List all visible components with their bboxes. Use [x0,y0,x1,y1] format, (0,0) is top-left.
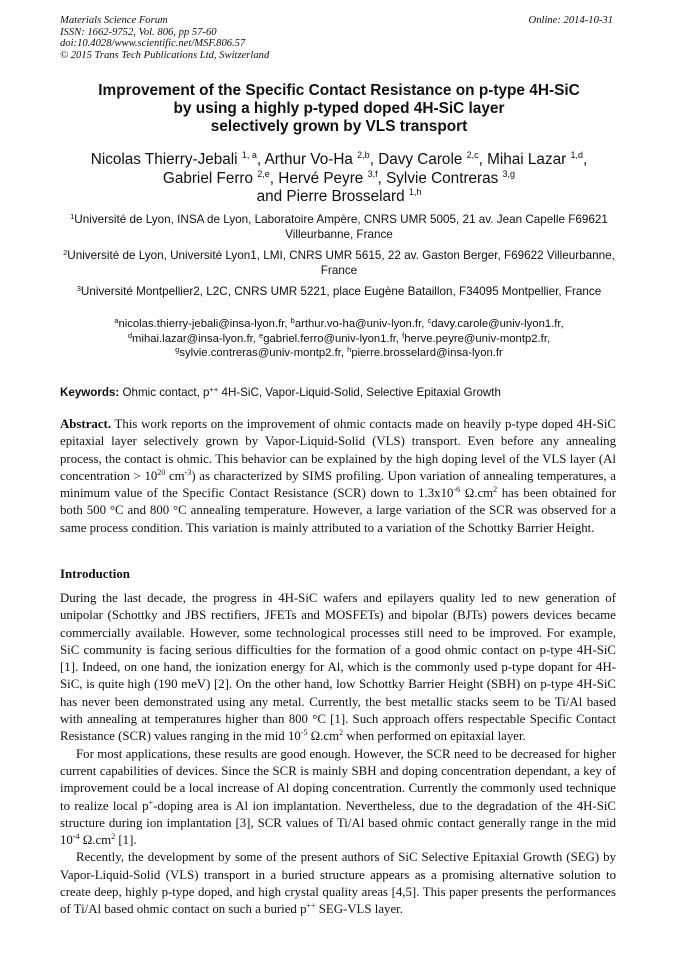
abstract-text: ) as characterized by SIMS profiling. Upon variation of annealing temperatures, a minimum value of the Specific Contact Resistance (SCR) down to 1.3x10 [60,468,617,501]
affiliation-text: Université de Lyon, INSA de Lyon, Laboratoire Ampère, CNRS UMR 5005, 21 av. Jean Capelle F69621 Villeurbanne, France [74,213,608,241]
abstract-text: Ω.cm [460,486,494,501]
section-body [60,590,616,919]
author-sup: 2,c [466,150,479,160]
author-list: Nicolas Thierry-Jebali $^{1, a}$, Arthur Vo-Ha $^{2,b}$, Davy Carole $^{2,c}$, Mihai Lazar $^{1,d}$, Gabriel Ferro $^{2,e}$, Hervé Peyre $^{3,f}$, Sylvie Contreras $^{3,g}$ and Pierre Brosselard $^{1,h}$ [90,150,588,206]
author-sup: 1,d [570,150,583,160]
affiliation-number: 1 [70,212,75,221]
email-link[interactable]: gabriel.ferro@univ-lyon1.fr, [263,332,400,345]
author-sup: 3,f [367,168,378,179]
email-link[interactable]: herve.peyre@univ-montp2.fr, [404,332,551,345]
abstract-text: cm [165,468,185,483]
affiliation-text: Université Montpellier2, L2C, CNRS UMR 5221, place Eugène Bataillon, F34095 Montpellier, France [80,285,602,298]
abstract-sup: -6 [453,485,461,495]
author-sup: 2,e [257,168,270,179]
keywords-sup: ++ [209,385,219,394]
abstract-text: has been obtained for both 500 °C and 800 °C annealing temperature. However, a large variation of the SCR was observed for a same process condition. This variation is mainly attributed to a variation of the Schottky Barrier Height. [60,486,616,535]
author-sup: 1, a [241,150,257,160]
abstract-text: This work reports on the improvement of ohmic contacts made on heavily p-type doped 4H-SiC epitaxial layer selectively grown by Vapor-Liquid-Solid (VLS) transport. Even before any annealing process, the contact is ohmic. This behavior can be explained by the high doping level of the VLS layer (Al concentration > 10 [60,417,616,483]
affiliation-1 [60,212,618,242]
keywords-text: 4H-SiC, Vapor-Liquid-Solid, Selective Epitaxial Growth [218,386,501,399]
paragraph: During the last decade, the progress in 4H-SiC wafers and epilayers quality led to new generation of unipolar (Schottky and JBS rectifiers, JFETs and MOSFETs) and bipolar (BJTs) powers devices became commercially available. However, some technological processes still need to be improved. For example, SiC community is facing serious difficulties for the formation of a good ohmic contact on p-type 4H-SiC [1]. Indeed, on one hand, the ionization energy for Al, which is the commonly used p-type dopant for 4H-SiC, is quite high (190 meV) [2]. On the other hand, low Schottky Barrier Height (SBH) on p-type 4H-SiC has never been demonstrated using any metal. Currently, the best metallic stacks seem to be Ti/Al based with annealing at temperatures higher than 800 °C [1]. Such approach offers respectable Specific Contact Resistance (SCR) values ranging in the mid $10^{-5}$ $\Omega.cm^2$ when performed on epitaxial layer. [60,591,616,744]
doi-line: doi:10.4028/www.scientific.net/MSF.806.57 [60,38,246,49]
affiliation-number: 3 [76,284,81,293]
issn-line: ISSN: 1662-9752, Vol. 806, pp 57-60 [60,26,217,38]
affiliation-number: 2 [63,248,68,257]
author-and: and [256,188,283,206]
author-name: Arthur Vo-Ha [264,151,353,168]
abstract-label: Abstract. [60,417,112,431]
abstract-sup: 2 [493,485,498,495]
email-link[interactable]: sylvie.contreras@univ-montp2.fr, [179,347,345,359]
abstract-sup: 20 [157,467,166,477]
author-name: Nicolas Thierry-Jebali [90,151,238,168]
paragraph: Recently, the development by some of the present authors of SiC Selective Epitaxial Growth (SEG) by Vapor-Liquid-Solid (VLS) transport in a buried structure appears as a promising alternative solution to create deep, highly p-type doped, and high crystal quality areas [4,5]. This paper presents the performances of Ti/Al based ohmic contact on such a buried p++ SEG-VLS layer. [60,850,616,917]
affiliation-2 [60,248,618,278]
email-list: $^a$nicolas.thierry-jebali@insa-lyon.fr, $^b$arthur.vo-ha@univ-lyon.fr, $^c$davy.carole@univ-lyon1.fr, $^d$mihai.lazar@insa-lyon.fr, $^e$gabriel.ferro@univ-lyon1.fr, $^f$herve.peyre@univ-montp2.fr, $^g$sylvie.contreras@univ-montp2.fr, $^h$pierre.brosselard@insa-lyon.fr [114,316,564,359]
author-sup: 2,b [357,150,370,160]
abstract [60,416,616,537]
author-sup: 3,g [502,168,516,179]
abstract-sup: -3 [184,467,192,477]
title-line-3: selectively grown by VLS transport [210,118,468,135]
email-link[interactable]: nicolas.thierry-jebali@insa-lyon.fr, [118,318,288,330]
journal-header [60,15,269,61]
title-line-2: by using a highly p-typed doped 4H-SiC layer [173,100,505,117]
paragraph: For most applications, these results are good enough. However, the SCR need to be decreased for higher current capabilities of devices. Since the SCR is mainly SBH and doping concentration dependant, a key of improvement could be a local increase of Al doping concentration. Currently the commonly used technique to realize local p+-doping area is Al ion implantation. Nevertheless, due to the degradation of the 4H-SiC structure during ion implantation [3], SCR values of Ti/Al based ohmic contact generally range in the mid $10^{-4}$ $\Omega.cm^2$ [1]. [60,746,616,848]
online-date: Online: 2014-10-31 [528,15,613,26]
email-link[interactable]: davy.carole@univ-lyon1.fr, [431,318,564,330]
copyright-line: © 2015 Trans Tech Publications Ltd, Switzerland [60,49,270,61]
email-link[interactable]: mihai.lazar@insa-lyon.fr, [132,332,256,345]
paper-title [60,82,618,136]
author-name: Hervé Peyre [278,169,364,187]
author-name: Gabriel Ferro [162,169,254,187]
author-name: Davy Carole [378,151,463,168]
journal-name: Materials Science Forum [60,15,168,26]
title-line-1: Improvement of the Specific Contact Resistance on p-type 4H-SiC [98,82,580,99]
affiliation-text: Université de Lyon, Université Lyon1, LMI, CNRS UMR 5615, 22 av. Gaston Berger, F69622 Villeurbanne, France [67,249,615,277]
author-name: Pierre Brosselard [286,188,405,206]
section-heading: Introduction [60,567,130,581]
keywords [60,386,620,399]
email-link[interactable]: pierre.brosselard@insa-lyon.fr [351,347,503,359]
author-name: Mihai Lazar [487,151,567,168]
email-link[interactable]: arthur.vo-ha@univ-lyon.fr, [294,318,425,330]
author-sup: 1,h [408,187,422,198]
keywords-text: Ohmic contact, p [122,386,210,399]
affiliation-3 [60,284,618,299]
keywords-label: Keywords: [60,386,120,399]
author-name: Sylvie Contreras [386,169,499,187]
